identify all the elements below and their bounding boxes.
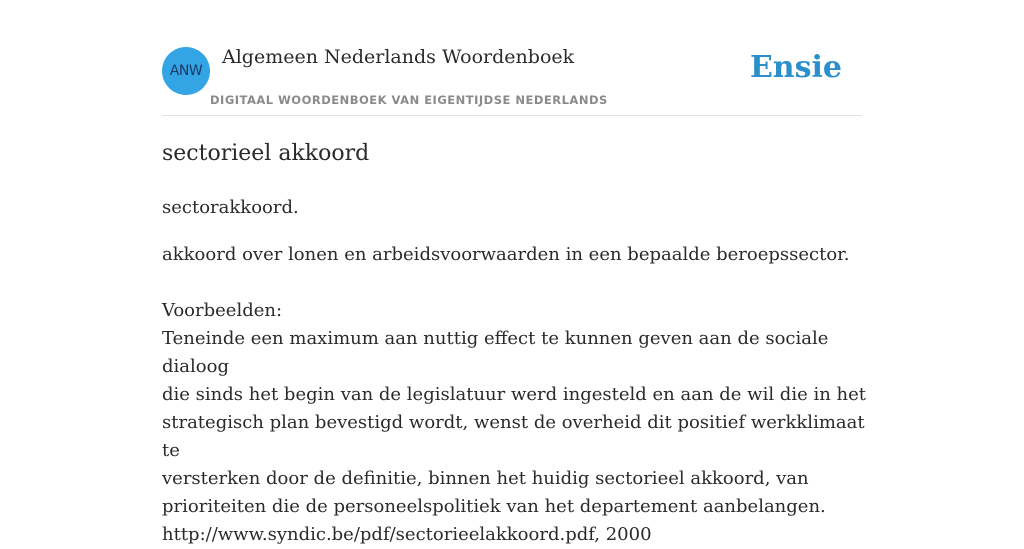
dictionary-title[interactable]: Algemeen Nederlands Woordenboek	[222, 46, 575, 68]
example-source: http://www.syndic.be/pdf/sectorieelakkoord.pdf, 2000	[162, 524, 652, 545]
entry-content	[162, 138, 867, 549]
entry-synonym: sectorakkoord.	[162, 197, 299, 218]
example-line: prioriteiten die de personeelspolitiek van het departement aanbelangen.	[162, 496, 826, 517]
dictionary-subtitle: DIGITAAL WOORDENBOEK VAN EIGENTIJDSE NEDERLANDS	[210, 93, 608, 107]
entry-title: sectorieel akkoord	[162, 141, 370, 166]
examples-label: Voorbeelden:	[162, 300, 283, 321]
example-line: strategisch plan bevestigd wordt, wenst de overheid dit positief werkklimaat te	[162, 412, 865, 461]
example-line: die sinds het begin van de legislatuur werd ingesteld en aan de wil die in het	[162, 384, 867, 405]
example-line: Teneinde een maximum aan nuttig effect te kunnen geven aan de sociale dialoog	[162, 328, 829, 377]
ensie-logo[interactable]: Ensie	[749, 50, 842, 85]
anw-logo[interactable]: ANW	[162, 47, 210, 95]
examples-section	[162, 297, 867, 549]
example-line: versterken door de definitie, binnen het huidig sectorieel akkoord, van	[162, 468, 809, 489]
entry-definition: akkoord over lonen en arbeidsvoorwaarden in een bepaalde beroepssector.	[162, 244, 850, 265]
header	[162, 40, 862, 116]
